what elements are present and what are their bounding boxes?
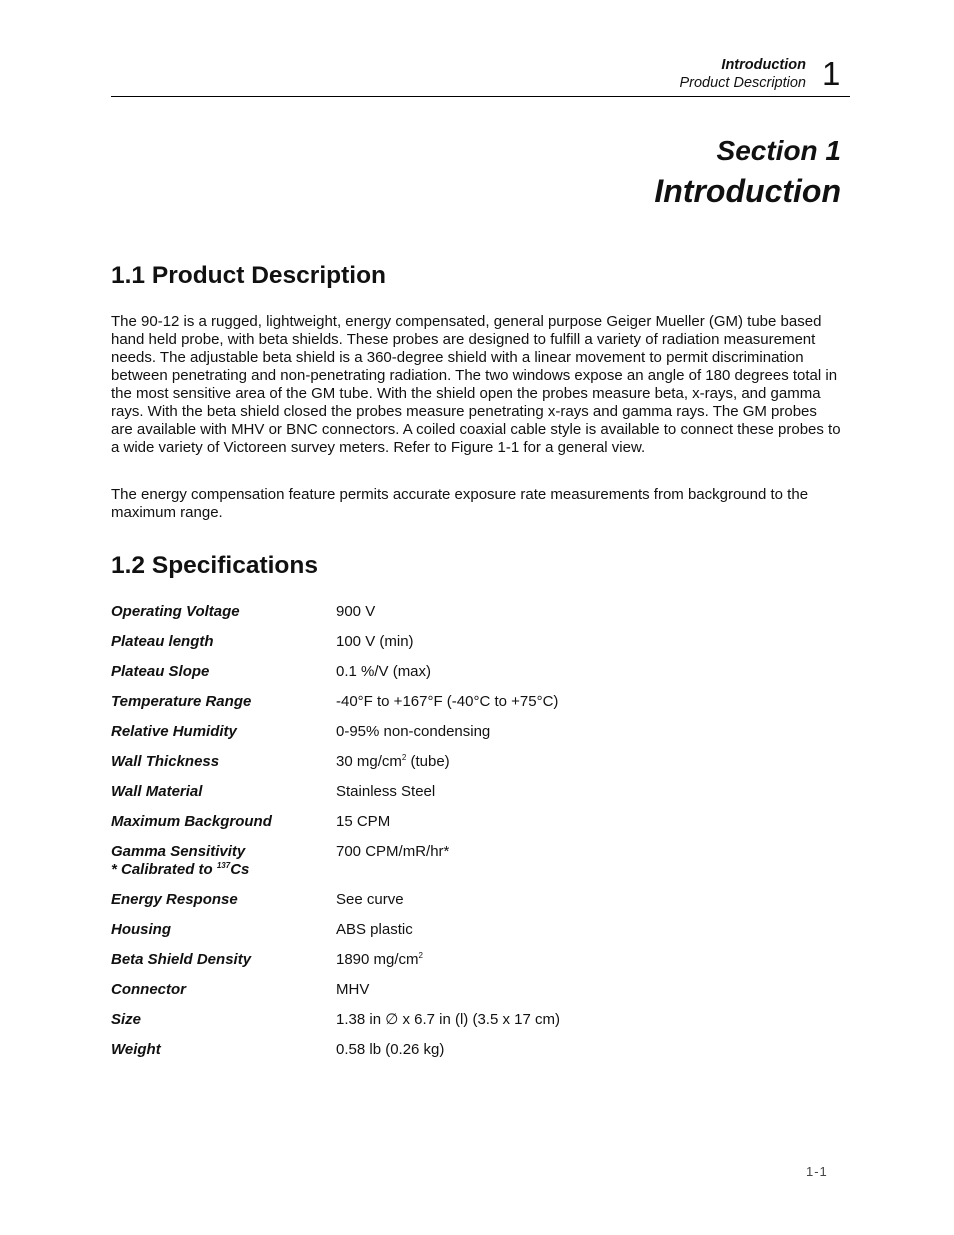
spec-row-beta-shield-density	[111, 951, 811, 969]
spec-key: Temperature Range	[111, 693, 252, 710]
spec-row-energy-response	[111, 891, 811, 909]
spec-value: -40°F to +167°F (-40°C to +75°C)	[336, 693, 559, 710]
spec-key: Relative Humidity	[111, 723, 237, 740]
running-head	[679, 56, 806, 92]
spec-value: 1.38 in ∅ x 6.7 in (l) (3.5 x 17 cm)	[336, 1011, 560, 1028]
spec-key: Weight	[111, 1041, 161, 1058]
spec-key-line-1: Gamma Sensitivity	[111, 843, 246, 860]
description-paragraph-1: The 90-12 is a rugged, lightweight, energy compensated, general purpose Geiger Mueller (GM) tube based hand held probe, with beta shields. These probes are designed to fulfill a variety of radiation measurement needs. The adjustable beta shield is a 360-degree shield with a linear movement to permit discrimination between penetrating and non-penetrating radiation. The two windows expose an angle of 180 degrees total in the most sensitive area of the GM tube. With the shield open the probes measure beta, x-rays, and gamma rays. With the beta shield closed the probes measure penetrating x-rays and gamma rays. The GM probes are available with MHV or BNC connectors. A coiled coaxial cable style is available to connect these probes to a wide variety of Victoreen survey meters. Refer to Figure 1-1 for a general view.	[111, 313, 841, 456]
spec-row-housing	[111, 921, 811, 939]
section-title-block	[654, 132, 841, 212]
spec-value: MHV	[336, 981, 370, 998]
specifications-heading: 1.2 Specifications	[111, 552, 318, 579]
running-head-subtitle: Product Description	[679, 75, 806, 91]
spec-row-maximum-background	[111, 813, 811, 831]
spec-row-wall-material	[111, 783, 811, 801]
spec-row-relative-humidity	[111, 723, 811, 741]
spec-value-text: 30 mg/cm	[336, 753, 402, 770]
spec-key: Size	[111, 1011, 142, 1028]
section-label: Section 1	[716, 135, 841, 166]
spec-key	[111, 843, 336, 879]
chapter-number: 1	[822, 55, 841, 92]
spec-key-text: * Calibrated to	[111, 861, 217, 878]
spec-value: Stainless Steel	[336, 783, 436, 800]
spec-row-wall-thickness	[111, 753, 811, 771]
spec-key: Plateau Slope	[111, 663, 210, 680]
spec-row-size	[111, 1011, 811, 1029]
product-description-heading: 1.1 Product Description	[111, 262, 387, 289]
specifications-table	[111, 603, 811, 1071]
spec-value: 0-95% non-condensing	[336, 723, 491, 740]
spec-value: 900 V	[336, 603, 376, 620]
spec-row-plateau-slope	[111, 663, 811, 681]
spec-key: Operating Voltage	[111, 603, 240, 620]
superscript: 2	[418, 951, 423, 960]
spec-value: 0.58 lb (0.26 kg)	[336, 1041, 445, 1058]
spec-key: Wall Material	[111, 783, 203, 800]
spec-key: Housing	[111, 921, 171, 938]
spec-value	[336, 753, 811, 771]
running-head-title: Introduction	[721, 57, 806, 73]
page-number: 1-1	[806, 1164, 828, 1179]
spec-key: Maximum Background	[111, 813, 272, 830]
spec-value: 15 CPM	[336, 813, 391, 830]
spec-key-line-2	[111, 861, 336, 879]
spec-row-operating-voltage	[111, 603, 811, 621]
spec-row-connector	[111, 981, 811, 999]
spec-key-text: Cs	[230, 861, 250, 878]
spec-row-plateau-length	[111, 633, 811, 651]
spec-value-text: (tube)	[406, 753, 450, 770]
spec-value: 700 CPM/mR/hr*	[336, 843, 450, 860]
spec-value-text: 1890 mg/cm	[336, 951, 419, 968]
superscript: 137	[216, 861, 231, 870]
spec-value: See curve	[336, 891, 404, 908]
spec-row-weight	[111, 1041, 811, 1059]
spec-key: Wall Thickness	[111, 753, 220, 770]
spec-value: 100 V (min)	[336, 633, 414, 650]
description-paragraph-2: The energy compensation feature permits accurate exposure rate measurements from background to the maximum range.	[111, 486, 809, 521]
spec-value	[336, 951, 811, 969]
spec-key: Plateau length	[111, 633, 214, 650]
spec-key: Energy Response	[111, 891, 238, 908]
spec-value: ABS plastic	[336, 921, 413, 938]
spec-row-gamma-sensitivity	[111, 843, 811, 879]
section-title: Introduction	[654, 173, 841, 209]
spec-key: Connector	[111, 981, 186, 998]
spec-row-temperature-range	[111, 693, 811, 711]
superscript: 2	[401, 753, 407, 762]
spec-value: 0.1 %/V (max)	[336, 663, 432, 680]
spec-key: Beta Shield Density	[111, 951, 252, 968]
header-rule	[111, 96, 850, 97]
